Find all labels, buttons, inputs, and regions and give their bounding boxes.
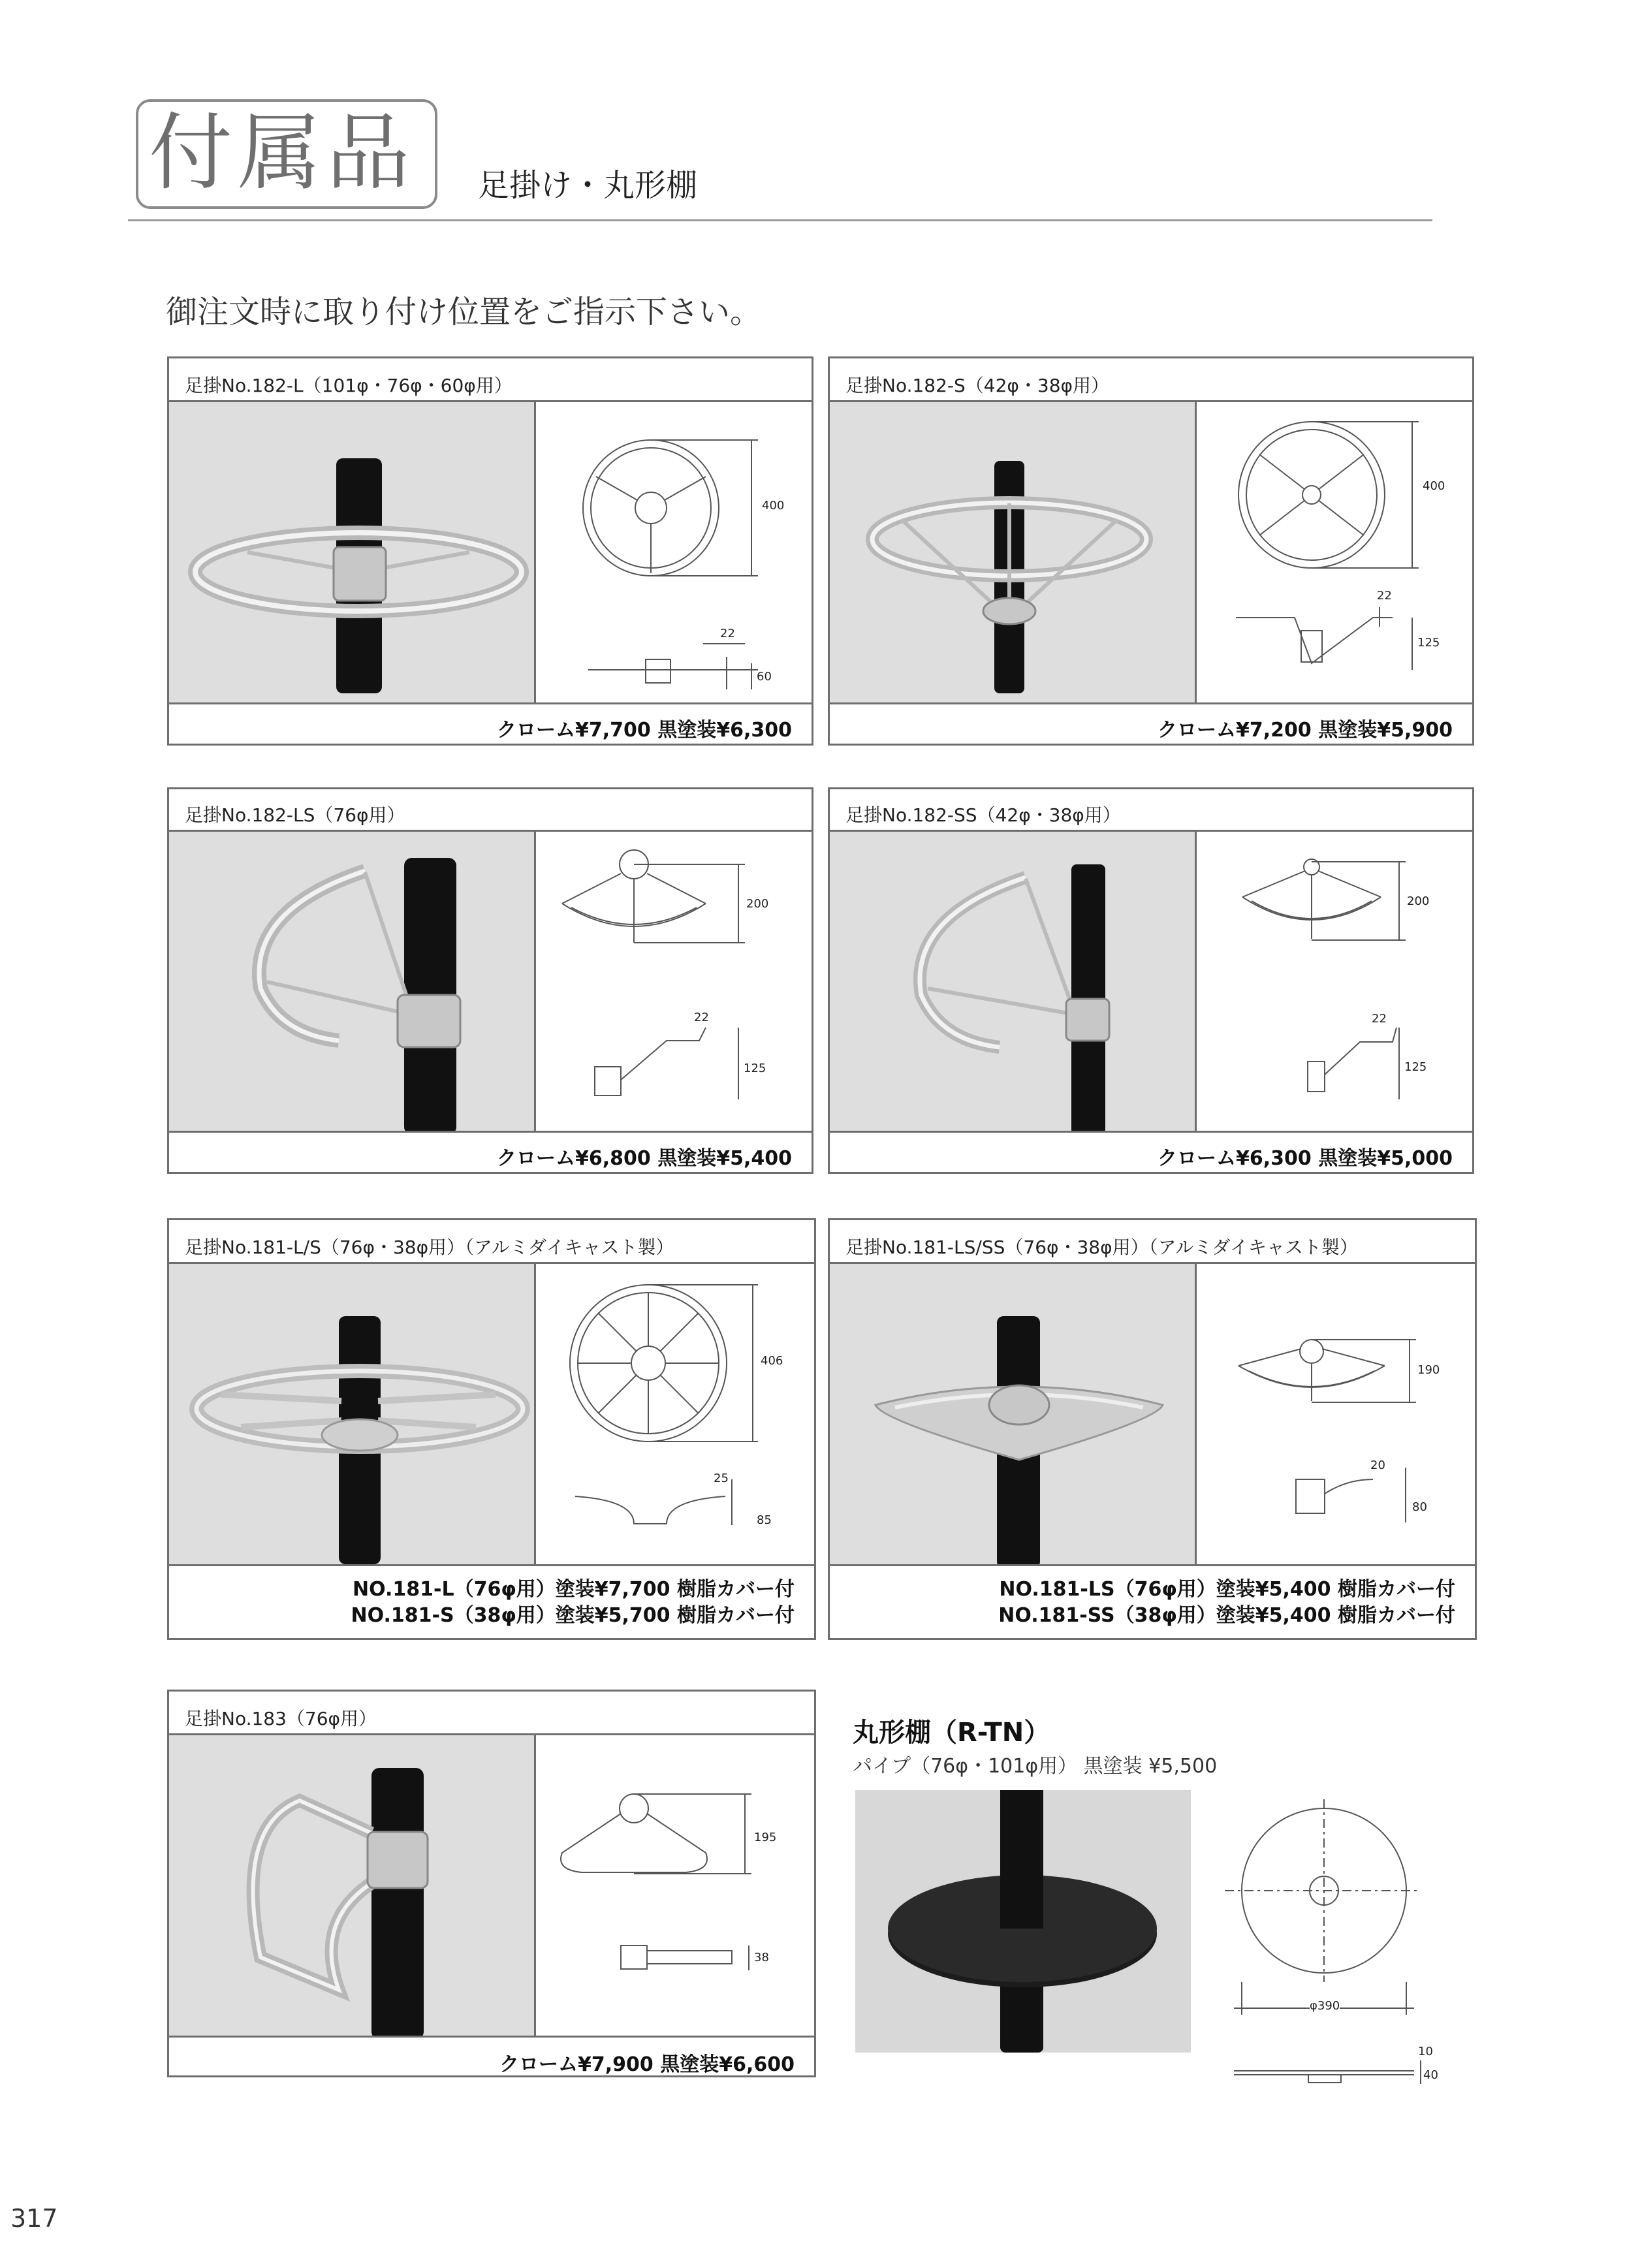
round-shelf-photo (855, 1790, 1191, 2053)
product-price: クローム¥7,900 黒塗装¥6,600 (499, 2053, 795, 2076)
product-price: クローム¥7,700 黒塗装¥6,300 (497, 719, 792, 742)
product-photo (830, 400, 1197, 704)
product-drawing (536, 1733, 814, 2038)
dim-rise: 125 (1404, 1060, 1427, 1074)
product-drawing (536, 1262, 814, 1566)
product-drawing (536, 400, 812, 704)
price-line: NO.181-L（76φ用）塗装¥7,700 樹脂カバー付 (353, 1578, 795, 1601)
dim-rise: 38 (754, 1951, 769, 1964)
product-photo (169, 1262, 536, 1566)
page-subtitle: 足掛け・丸形棚 (478, 167, 698, 204)
round-shelf-drawing (1225, 1786, 1447, 2087)
dim-rise: 80 (1412, 1500, 1427, 1514)
product-card-182-ss (828, 787, 1474, 1174)
product-title: 足掛No.182-LS（76φ用） (185, 804, 405, 826)
page-number: 317 (10, 2204, 58, 2233)
product-price: クローム¥7,200 黒塗装¥5,900 (1158, 719, 1453, 742)
dim-thickness: 10 (1418, 2045, 1433, 2058)
product-price (351, 1577, 795, 1629)
product-drawing (1197, 1262, 1475, 1566)
order-instruction: 御注文時に取り付け位置をご指示下さい。 (166, 294, 762, 330)
price-line: NO.181-LS（76φ用）塗装¥5,400 樹脂カバー付 (999, 1578, 1455, 1601)
page-title: 付属品 (149, 104, 416, 202)
product-drawing (1197, 830, 1472, 1133)
product-title: 足掛No.183（76φ用） (185, 1708, 377, 1729)
product-card-182-l (167, 356, 813, 746)
product-card-182-s (828, 356, 1474, 746)
round-shelf-subtitle: パイプ（76φ・101φ用） 黒塗装 ¥5,500 (853, 1755, 1218, 1778)
header-divider (128, 219, 1432, 221)
price-line: NO.181-SS（38φ用）塗装¥5,400 樹脂カバー付 (998, 1604, 1455, 1627)
product-card-181-lsss (828, 1218, 1477, 1640)
dim-pipe: 22 (1377, 589, 1392, 603)
round-shelf-title: 丸形棚（R-TN） (853, 1718, 1050, 1748)
dim-height: 400 (762, 499, 785, 512)
product-photo (169, 830, 536, 1133)
product-card-183 (167, 1690, 816, 2077)
dim-height: 195 (754, 1831, 777, 1844)
dim-height: 400 (1423, 479, 1445, 493)
dim-rise: 125 (1417, 636, 1440, 650)
product-price: クローム¥6,300 黒塗装¥5,000 (1158, 1147, 1453, 1170)
product-photo (169, 1733, 536, 2038)
dim-rise: 60 (757, 670, 772, 684)
product-title: 足掛No.182-L（101φ・76φ・60φ用） (185, 375, 512, 396)
dim-pipe: 22 (694, 1011, 709, 1024)
product-photo (830, 830, 1197, 1133)
product-title: 足掛No.182-SS（42φ・38φ用） (845, 804, 1121, 826)
product-card-182-ls (167, 787, 813, 1174)
product-title: 足掛No.181-L/S（76φ・38φ用）（アルミダイキャスト製） (185, 1236, 674, 1258)
dim-height: 190 (1417, 1363, 1440, 1377)
dim-rise: 125 (744, 1062, 766, 1075)
dim-pipe: 22 (1372, 1012, 1387, 1026)
product-photo (830, 1262, 1197, 1566)
dim-height: 200 (1407, 894, 1430, 908)
dim-diameter: φ390 (1310, 1999, 1340, 2013)
dim-pipe: 22 (720, 627, 735, 640)
dim-pipe: 25 (714, 1472, 729, 1485)
product-card-181-ls (167, 1218, 816, 1640)
product-drawing (1197, 400, 1472, 704)
product-price (998, 1577, 1455, 1629)
product-drawing (536, 830, 812, 1133)
product-photo (169, 400, 536, 704)
dim-rise: 40 (1423, 2068, 1438, 2082)
product-title: 足掛No.181-LS/SS（76φ・38φ用）（アルミダイキャスト製） (845, 1236, 1358, 1258)
dim-rise: 85 (757, 1513, 772, 1527)
dim-pipe: 20 (1370, 1458, 1385, 1472)
dim-height: 406 (761, 1354, 783, 1368)
product-price: クローム¥6,800 黒塗装¥5,400 (497, 1147, 792, 1170)
product-title: 足掛No.182-S（42φ・38φ用） (845, 375, 1110, 396)
price-line: NO.181-S（38φ用）塗装¥5,700 樹脂カバー付 (351, 1604, 795, 1627)
dim-height: 200 (746, 897, 769, 911)
